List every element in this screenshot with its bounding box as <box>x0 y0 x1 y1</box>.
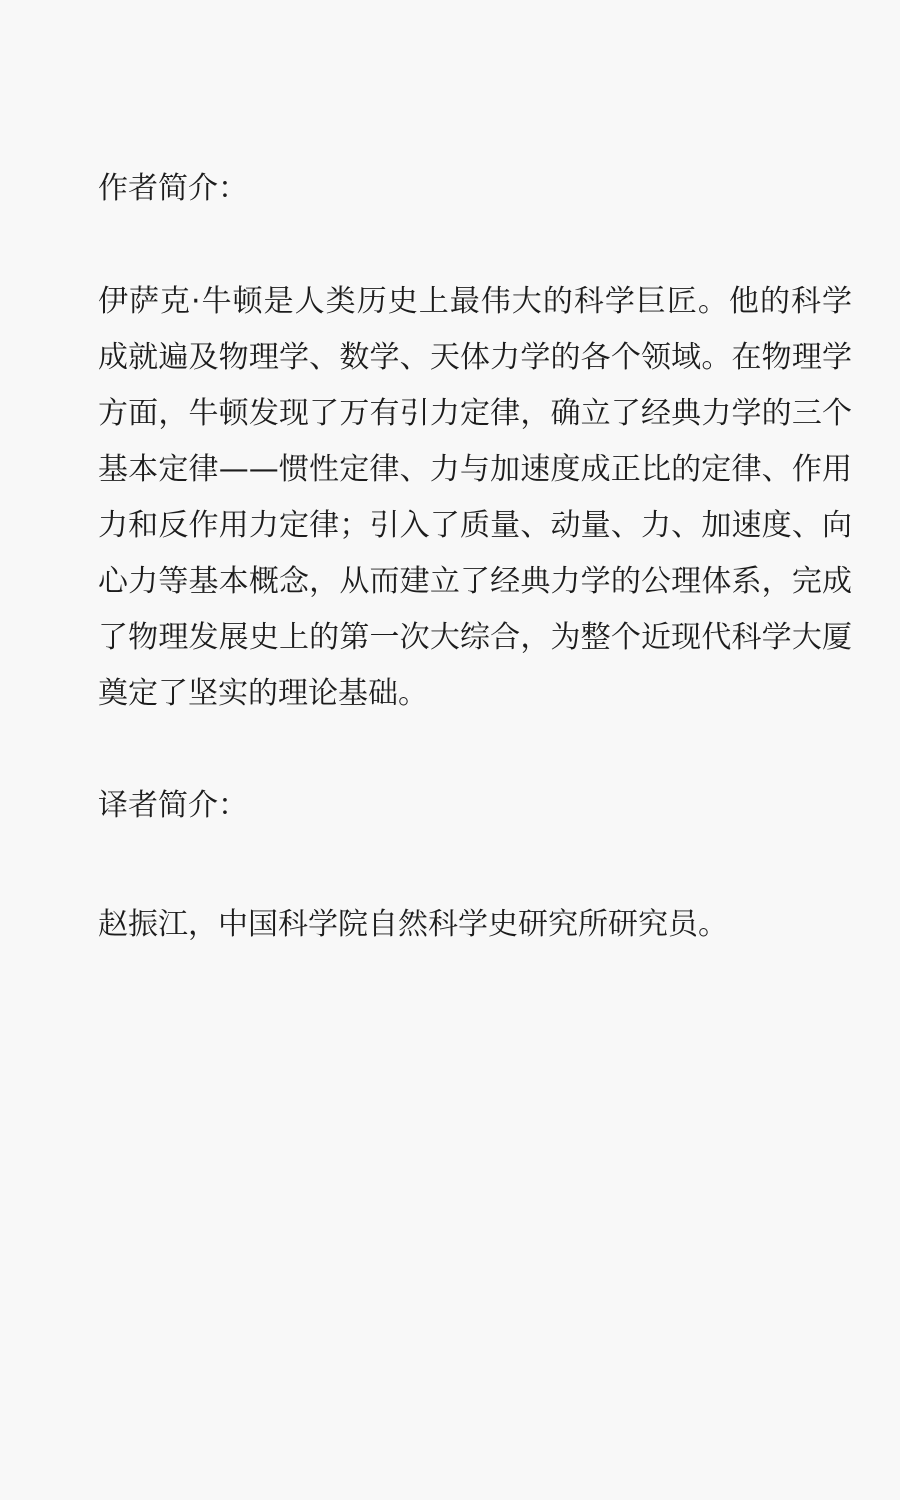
author-intro-heading: 作者简介： <box>98 171 248 206</box>
translator-intro-heading: 译者简介： <box>98 788 248 823</box>
translator-intro-paragraph: 赵振江，中国科学院自然科学史研究所研究员。 <box>98 907 728 942</box>
author-intro-paragraph: 伊萨克·牛顿是人类历史上最伟大的科学巨匠。他的科学成就遍及物理学、数学、天体力学的各个领域。在物理学方面，牛顿发现了万有引力定律，确立了经典力学的三个基本定律——惯性定律、力与加速度成正比的定律、作用力和反作用力定律；引入了质量、动量、力、加速度、向心力等基本概念，从而建立了经典力学的公理体系，完成了物理发展史上的第一次大综合，为整个近现代科学大厦奠定了坚实的理论基础。 <box>98 284 852 711</box>
